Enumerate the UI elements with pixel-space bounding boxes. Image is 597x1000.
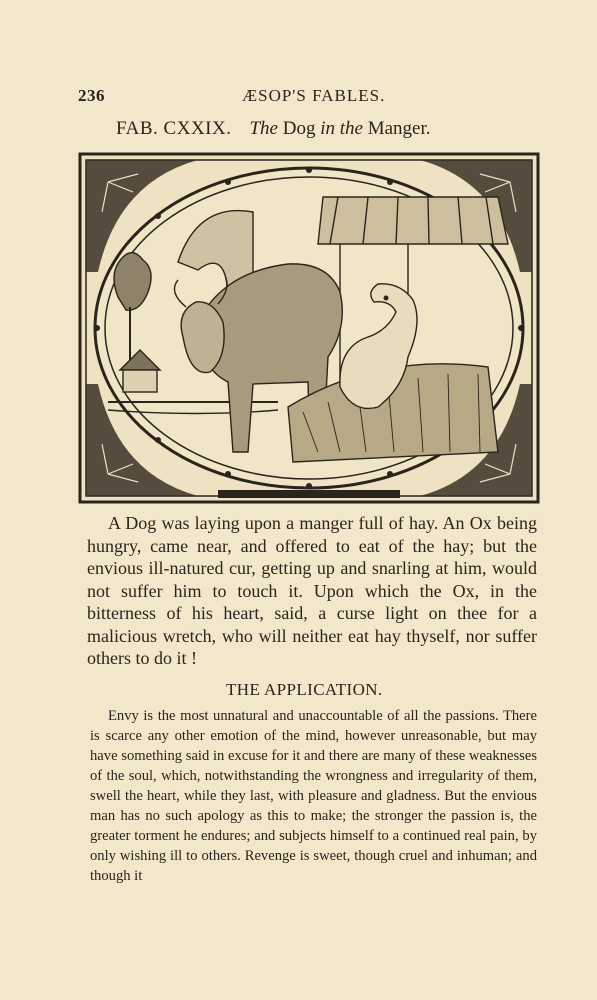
application-text: [90, 706, 537, 886]
fable-number: FAB. CXXIX.: [116, 118, 232, 139]
fable-title-in-the: in the: [320, 118, 363, 139]
running-title: ÆSOP'S FABLES.: [242, 86, 386, 105]
application-heading: THE APPLICATION.: [226, 680, 383, 699]
fable-title-manger: Manger.: [367, 118, 431, 139]
fable-heading: [116, 118, 431, 140]
application-paragraph: Envy is the most unnatural and unaccountable of all the passions. There is scarce any other emotion of the mind, however unreasonable, but may have something said in excuse for it and there are many of these weaknesses of the soul, which, notwithstanding the wrongness and irregularity of them, swell the heart, while they last, with pleasure and gladness. But the envious man has no such apology as this to make; the stronger the passion is, the greater torment he endures; and subjects himself to a continued real pain, by only wishing ill to others. Revenge is sweet, though cruel and inhuman; and though it: [90, 708, 537, 884]
fable-title-dog: Dog: [282, 118, 316, 139]
running-head: [78, 86, 538, 108]
fable-paragraph: A Dog was laying upon a manger full of hay. An Ox being hungry, came near, and offered to eat of the hay; but the envious ill-natured cur, getting up and snarling at him, would not suffer him to touch it. Upon which the Ox, in the bitterness of his heart, said, a curse light on thee for a malicious wretch, who will neither eat hay thyself, nor suffer others to do it !: [87, 513, 537, 668]
fable-title-the: The: [249, 118, 278, 139]
fable-title: [249, 118, 430, 139]
woodcut-illustration: [78, 152, 540, 504]
page-number: 236: [78, 86, 105, 105]
fable-text: [87, 512, 537, 670]
